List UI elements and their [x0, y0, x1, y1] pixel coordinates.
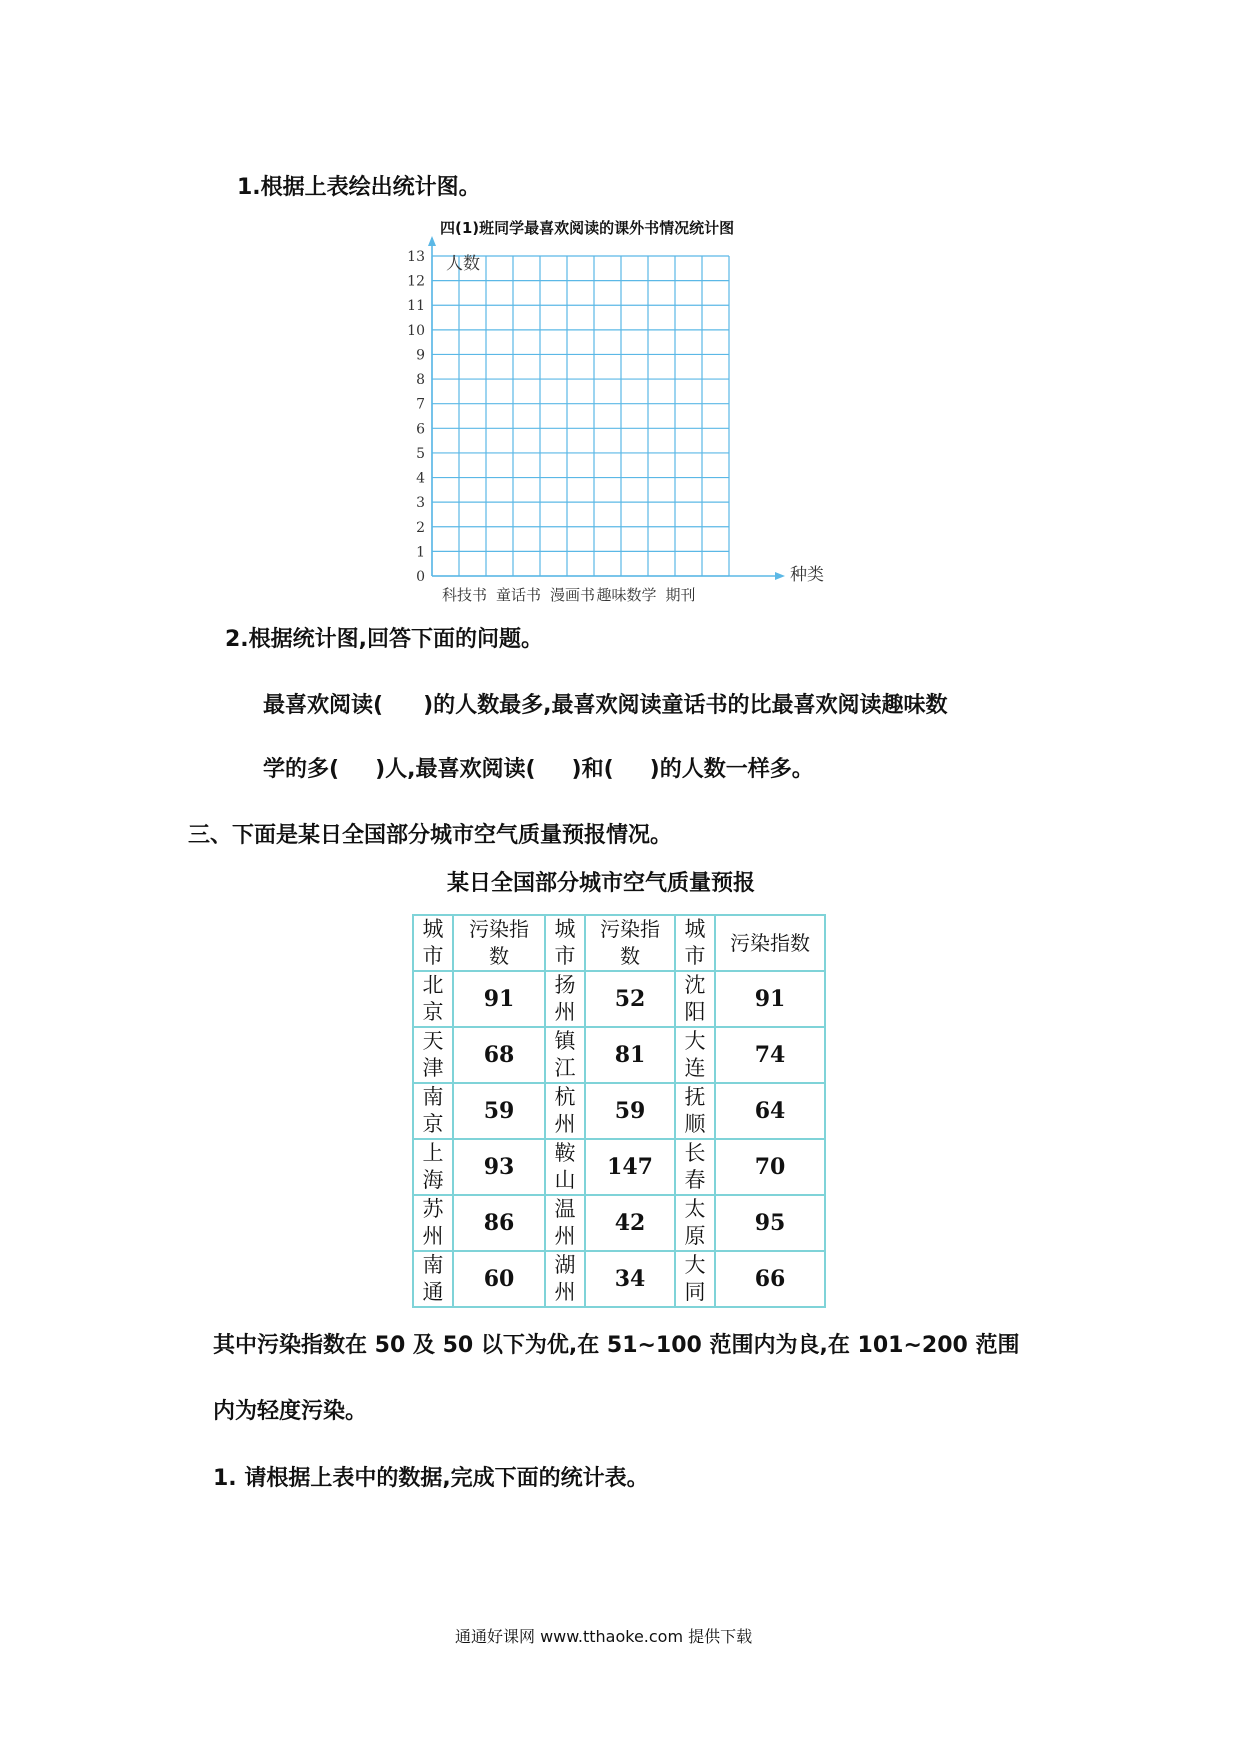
city-char: 南 [422, 1253, 444, 1277]
city-char: 州 [422, 1224, 444, 1248]
header-city-char: 市 [422, 944, 444, 968]
city-char: 阳 [684, 1000, 706, 1024]
header-index [585, 915, 675, 971]
pollution-index-cell: 68 [453, 1027, 545, 1083]
header-city [545, 915, 585, 971]
question-2-heading: 2.根据统计图,回答下面的问题。 [225, 627, 544, 652]
city-cell [545, 1195, 585, 1251]
q2-line2-part1: 学的多( [263, 757, 340, 782]
y-tick-label: 13 [407, 249, 425, 265]
q2-line2-part3: )和( [571, 757, 614, 782]
question-1: 1.根据上表绘出统计图。 [237, 175, 481, 200]
pollution-index-cell: 86 [453, 1195, 545, 1251]
city-cell [545, 1251, 585, 1307]
chart-title: 四(1)班同学最喜欢阅读的课外书情况统计图 [440, 219, 735, 237]
city-cell [675, 1195, 715, 1251]
table-row [413, 1027, 825, 1083]
air-quality-table [412, 914, 826, 1308]
y-tick-label: 12 [407, 273, 425, 290]
x-category-label: 漫画书 [549, 586, 596, 604]
header-index-text: 污染指 [469, 917, 529, 941]
city-char: 长 [684, 1141, 706, 1165]
sub-question-1: 1. 请根据上表中的数据,完成下面的统计表。 [213, 1466, 649, 1491]
city-char: 大 [684, 1029, 706, 1053]
city-cell [675, 971, 715, 1027]
q2-line2-part4: )的人数一样多。 [649, 757, 814, 782]
header-index-text: 污染指 [600, 917, 660, 941]
note-line-1: 其中污染指数在 50 及 50 以下为优,在 51~100 范围内为良,在 101~200 范围 [213, 1333, 1020, 1358]
pollution-index-cell: 70 [715, 1139, 825, 1195]
x-category-label: 期刊 [665, 586, 696, 604]
city-cell [545, 1027, 585, 1083]
city-char: 温 [554, 1197, 576, 1221]
header-index [453, 915, 545, 971]
city-char: 南 [422, 1085, 444, 1109]
y-tick-label: 7 [416, 396, 425, 413]
y-tick-label: 10 [407, 322, 425, 339]
table-row [413, 1083, 825, 1139]
city-char: 州 [554, 1280, 576, 1304]
table-row [413, 971, 825, 1027]
city-char: 顺 [684, 1112, 706, 1136]
y-tick-label: 5 [416, 445, 425, 462]
city-cell [675, 1027, 715, 1083]
city-char: 津 [422, 1056, 444, 1080]
city-char: 天 [422, 1029, 444, 1053]
header-city-char: 市 [554, 944, 576, 968]
city-cell [545, 1139, 585, 1195]
pollution-index-cell: 66 [715, 1251, 825, 1307]
city-cell [413, 1195, 453, 1251]
city-char: 上 [422, 1141, 444, 1165]
q2-line1-part1: 最喜欢阅读( [263, 693, 384, 718]
pollution-index-cell: 42 [585, 1195, 675, 1251]
header-city-char: 城 [554, 917, 576, 941]
pollution-index-cell: 95 [715, 1195, 825, 1251]
table-row [413, 1195, 825, 1251]
city-char: 杭 [554, 1085, 576, 1109]
city-char: 太 [684, 1197, 706, 1221]
city-cell [545, 1083, 585, 1139]
y-tick-label: 8 [416, 372, 425, 389]
x-category-label: 童话书 [495, 586, 542, 604]
city-cell [675, 1083, 715, 1139]
pollution-index-cell: 81 [585, 1027, 675, 1083]
pollution-index-cell: 60 [453, 1251, 545, 1307]
city-cell [675, 1251, 715, 1307]
pollution-index-cell: 59 [453, 1083, 545, 1139]
city-char: 扬 [554, 973, 576, 997]
pollution-index-cell: 64 [715, 1083, 825, 1139]
question-2-line-2 [263, 752, 814, 783]
pollution-index-cell: 147 [585, 1139, 675, 1195]
city-char: 州 [554, 1000, 576, 1024]
y-tick-label: 9 [416, 347, 425, 364]
city-char: 大 [684, 1253, 706, 1277]
y-tick-label: 6 [416, 421, 425, 438]
header-index-text: 数 [489, 944, 509, 968]
city-char: 山 [554, 1168, 576, 1192]
city-char: 春 [684, 1168, 706, 1192]
header-city-char: 城 [422, 917, 444, 941]
city-char: 州 [554, 1112, 576, 1136]
city-char: 京 [422, 1000, 444, 1024]
y-tick-label: 1 [416, 544, 425, 561]
city-char: 海 [422, 1168, 444, 1192]
x-axis-label: 种类 [790, 565, 824, 585]
city-char: 京 [422, 1112, 444, 1136]
city-char: 连 [684, 1056, 706, 1080]
table-row [413, 1251, 825, 1307]
city-cell [413, 1027, 453, 1083]
chart-container [407, 236, 832, 620]
city-char: 抚 [684, 1085, 706, 1109]
pollution-index-cell: 59 [585, 1083, 675, 1139]
city-char: 沈 [684, 973, 706, 997]
city-cell [413, 1251, 453, 1307]
city-char: 州 [554, 1224, 576, 1248]
city-char: 苏 [422, 1197, 444, 1221]
pollution-index-cell: 34 [585, 1251, 675, 1307]
section-3-heading: 三、下面是某日全国部分城市空气质量预报情况。 [188, 823, 673, 848]
city-cell [413, 1139, 453, 1195]
city-char: 镇 [554, 1029, 576, 1053]
table-header-row [413, 915, 825, 971]
y-tick-label: 11 [407, 298, 425, 315]
question-2-line-1 [263, 688, 947, 719]
city-char: 通 [422, 1280, 444, 1304]
y-axis-arrow-icon [428, 236, 436, 246]
city-char: 同 [684, 1280, 706, 1304]
city-cell [545, 971, 585, 1027]
header-city [413, 915, 453, 971]
q2-line2-part2: )人,最喜欢阅读( [375, 757, 536, 782]
city-cell [675, 1139, 715, 1195]
city-char: 北 [422, 973, 444, 997]
city-char: 原 [684, 1224, 706, 1248]
y-tick-label: 2 [416, 519, 425, 536]
y-axis-label: 人数 [446, 254, 480, 274]
city-char: 鞍 [554, 1141, 576, 1165]
pollution-index-cell: 91 [453, 971, 545, 1027]
footer-text: 通通好课网 www.tthaoke.com 提供下载 [455, 1627, 753, 1646]
pollution-index-cell: 52 [585, 971, 675, 1027]
pollution-index-cell: 74 [715, 1027, 825, 1083]
bar-chart-grid [407, 236, 832, 616]
header-city-char: 市 [684, 944, 706, 968]
note-line-2: 内为轻度污染。 [213, 1399, 368, 1424]
y-tick-label: 3 [416, 495, 425, 512]
pollution-index-cell: 93 [453, 1139, 545, 1195]
table-row [413, 1139, 825, 1195]
header-city [675, 915, 715, 971]
city-cell [413, 1083, 453, 1139]
y-tick-label: 4 [416, 470, 425, 487]
header-city-char: 城 [684, 917, 706, 941]
table-title: 某日全国部分城市空气质量预报 [447, 871, 756, 896]
city-char: 江 [554, 1056, 576, 1080]
x-category-label: 科技书 [441, 586, 488, 604]
x-category-label: 趣味数学 [596, 586, 657, 604]
city-char: 湖 [554, 1253, 576, 1277]
header-index-text: 数 [620, 944, 640, 968]
pollution-index-cell: 91 [715, 971, 825, 1027]
y-tick-label: 0 [416, 569, 425, 585]
x-axis-arrow-icon [775, 572, 785, 580]
header-index-long: 污染指数 [715, 915, 825, 971]
city-cell [413, 971, 453, 1027]
q2-line1-part2: )的人数最多,最喜欢阅读童话书的比最喜欢阅读趣味数 [423, 693, 948, 718]
